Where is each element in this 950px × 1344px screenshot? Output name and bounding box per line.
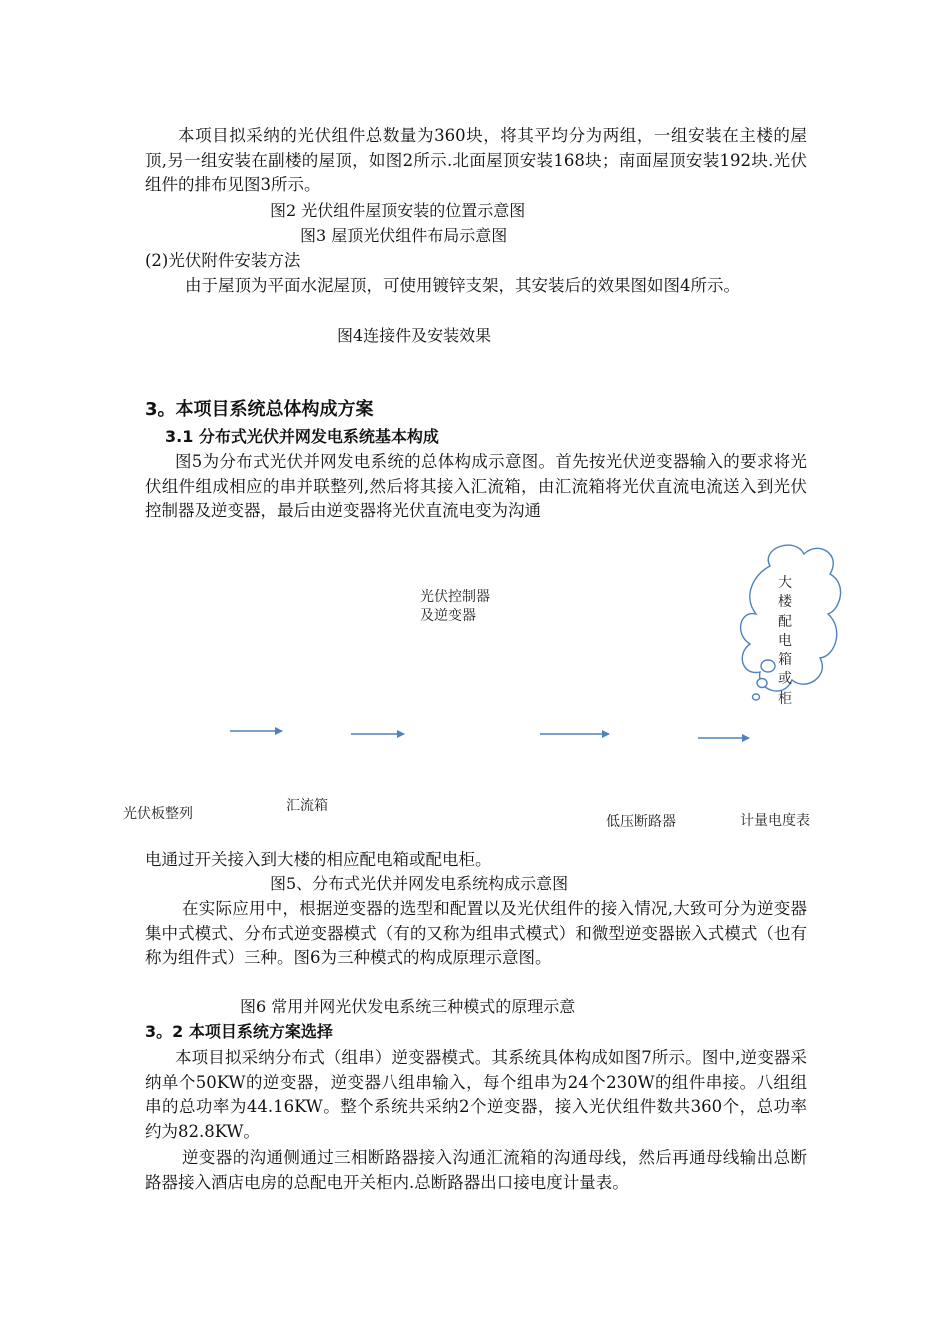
paragraph-system-overview-cont: 电通过开关接入到大楼的相应配电箱或配电柜。 xyxy=(145,850,492,869)
label-combiner-box: 汇流箱 xyxy=(286,798,328,814)
cloud-char: 或 xyxy=(778,671,792,688)
cloud-char: 楼 xyxy=(778,594,792,611)
figure-3-caption: 图3 屋顶光伏组件布局示意图 xyxy=(300,226,508,245)
paragraph-scheme-selection: 本项目拟采纳分布式（组串）逆变器模式。其系统具体构成如图7所示。图中,逆变器采纳单个50KW的逆变器，逆变器八组串输入，每个组串为24个230W的组件串接。八组组串的总功率为44.16KW。整个系统共采纳2个逆变器，接入光伏组件数共360个，总功率约为82.8KW。 xyxy=(145,1048,807,1141)
figure-5-caption: 图5、分布式光伏并网发电系统构成示意图 xyxy=(270,874,569,893)
label-controller-line1: 光伏控制器 xyxy=(420,589,490,605)
label-pv-array: 光伏板整列 xyxy=(123,806,193,822)
paragraph-bracket-install: 由于屋顶为平面水泥屋顶，可使用镀锌支架，其安装后的效果图如图4所示。 xyxy=(185,276,740,295)
subheading-accessory-install: (2)光伏附件安装方法 xyxy=(145,251,301,270)
section-3-2-heading: 3。2 本项目系统方案选择 xyxy=(145,1022,333,1041)
paragraph-ac-side-connection: 逆变器的沟通侧通过三相断路器接入沟通汇流箱的沟通母线，然后再通母线输出总断路器接入酒店电房的总配电开关柜内.总断路器出口接电度计量表。 xyxy=(145,1148,807,1192)
label-low-voltage-breaker: 低压断路器 xyxy=(606,814,676,830)
cloud-label-building-distribution xyxy=(777,574,793,709)
system-composition-diagram xyxy=(0,530,950,840)
paragraph-system-overview: 图5为分布式光伏并网发电系统的总体构成示意图。首先按光伏逆变器输入的要求将光伏组件组成相应的串并联整列,然后将其接入汇流箱，由汇流箱将光伏直流电流送入到光伏控制器及逆变器，最后由逆变器将光伏直流电变为沟通 xyxy=(145,452,807,520)
paragraph-panel-count: 本项目拟采纳的光伏组件总数量为360块，将其平均分为两组，一组安装在主楼的屋顶,另一组安装在副楼的屋顶，如图2所示.北面屋顶安装168块；南面屋顶安装192块.光伏组件的排布见图3所示。 xyxy=(145,126,807,194)
cloud-char: 电 xyxy=(778,632,792,649)
cloud-char: 配 xyxy=(778,613,792,630)
figure-4-caption: 图4连接件及安装效果 xyxy=(337,326,492,345)
cloud-char: 箱 xyxy=(778,652,792,669)
paragraph-three-modes: 在实际应用中，根据逆变器的选型和配置以及光伏组件的接入情况,大致可分为逆变器集中式模式、分布式逆变器模式（有的又称为组串式模式）和微型逆变器嵌入式模式（也有称为组件式）三种。图6为三种模式的构成原理示意图。 xyxy=(145,899,807,967)
figure-2-caption: 图2 光伏组件屋顶安装的位置示意图 xyxy=(270,201,526,220)
cloud-char: 柜 xyxy=(778,690,792,707)
figure-6-caption: 图6 常用并网光伏发电系统三种模式的原理示意 xyxy=(240,997,576,1016)
label-energy-meter: 计量电度表 xyxy=(740,813,810,829)
section-3-1-heading: 3.1 分布式光伏并网发电系统基本构成 xyxy=(165,427,439,446)
cloud-char: 大 xyxy=(778,575,792,591)
label-controller-line2: 及逆变器 xyxy=(420,608,476,624)
section-3-heading: 3。本项目系统总体构成方案 xyxy=(145,399,374,420)
